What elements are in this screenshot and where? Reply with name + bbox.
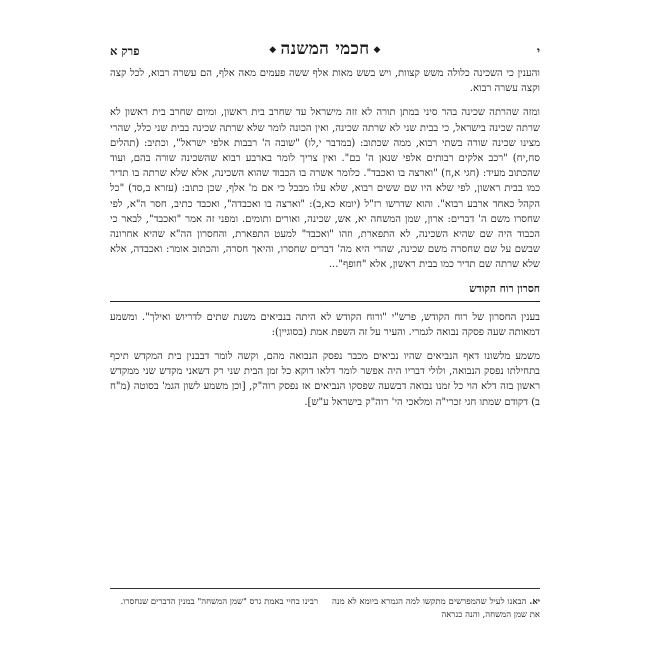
footnotes	[110, 588, 540, 622]
footnote-text: הבאנו לעיל שהמפרשים מתקשו למה הגמרא ביומא לא מנה את שמן המשחה, והנה כנראה	[332, 597, 540, 620]
footnote	[332, 596, 540, 622]
paragraph: בענין החסרון של רוח הקודש, פרש"י "ורוח הקודש לא היתה בנביאים משנת שתים לדריוש ואילך". ומשמע דמאותה שעה פסקה נבואה לגמרי. והעיר על זה השפת אמת (בסוגיין):	[110, 311, 540, 338]
main-text	[110, 66, 540, 416]
footnote-continuation	[110, 596, 318, 622]
paragraph: ומזה שהרתה שכינה בהר סיני במתן תורה לא זזה מישראל עד שחרב בית ראשון, ומיום שחרב בית ראשון לא שרתה שכינה בישראל, כי בבית שני לא שרתה שכינה, ואין הכונה לומר שלא שרתה שכינה בבית שני כלל, שהרי מצינו שכינה שורה בשתי רבוא, ממה שכתוב: (במדבר י,לו) "שובה ה' רבבות אלפי ישראל", וכתיב: (תהלים סח,יח) "רכב אלקים רבותים אלפי שנאן ה' בם". ואין צריך לומר בארבע רבוא שהשכינה שורה בהם, ועוד שהכתוב מעיד: (חגי א,ח) "וארצה בו ואכבד". כלומר אשרה בו הכבוד שהוא השכינה, אלא שלא שרתה בו תדיר כמו בבית ראשון, לפי שלא היו שם ששים רבוא, שלא עלו מבבל כי אם מ' אלף, שכן כתוב: (עזרא ב,סד) "כל הקהל כאחד ארבע רבוא". והוא שדרשו רז"ל (יומא כא,ב): "וארצה בו ואכבדה", ואכבד כתיב, חסר ה"א, לפי שחסרו משם ה' דברים: ארון, שמן המשחה יא, אש, שכינה, ואורים ותומים. ומפני זה אמר "ואכבד", לבאר כי הכבוד היה שם שהיא השכינה, לא התפארת, וזהו "ואכבד" למעט התפארת, והחסרון הה"א שהיא אחרונה שבשם על שם שחסרה משם שכינה, שהרי היא מה' דברים שחסרו, והיאך חסרה, והכתוב אומר: ואכבדה, אלא שלא שרתה שם תדיר כמו בבית ראשון, אלא "חופף"...	[110, 107, 540, 271]
paragraph: והענין כי השכינה כלולה משש קצוות, ויש בשש מאות אלף ששה פעמים מאה אלף, הם עשרה רבוא, לכל קצה וקצה עשרה רבוא.	[110, 68, 540, 95]
chapter-label: פרק א	[110, 44, 140, 58]
running-title	[110, 39, 540, 59]
diamond-icon: ◆	[269, 45, 277, 55]
page-header	[110, 36, 540, 62]
section-heading: חסרון רוח הקודש	[469, 282, 540, 295]
footnote-text: רבינו בחיי באמת גרס "שמן המשחה" במנין הדברים שנחסרו.	[120, 597, 318, 607]
diamond-icon: ◆	[373, 45, 381, 55]
running-title-text: חכמי המשנה	[280, 39, 370, 59]
footnote-mark: יא.	[529, 597, 541, 607]
page-number: י	[536, 44, 540, 58]
section-divider	[110, 301, 540, 302]
paragraph: משמע מלשונו דאף הנביאים שהיו נביאים מכבר נפסק הנבואה מהם, וקשה לומר דבבנין בית המקדש תיכף בתחילתו נפסק הנבואה, ולולי דבריו היה אפשר לומר דלאו דוקא כל זמן הבית שני רק דשאני מקדש שני ממקדש ראשון בזה דלא הוי כל זמנו נבואה דבשעה שפסקו הנביאים אז נפסק רוה"ק, [וכן משמע לשון הגמ' בסוטה (מ"ח ב) דקודם שמתו חגי זכרי"ה ומלאכי הי' רוה"ק בישראל ע"ש].	[110, 351, 540, 408]
